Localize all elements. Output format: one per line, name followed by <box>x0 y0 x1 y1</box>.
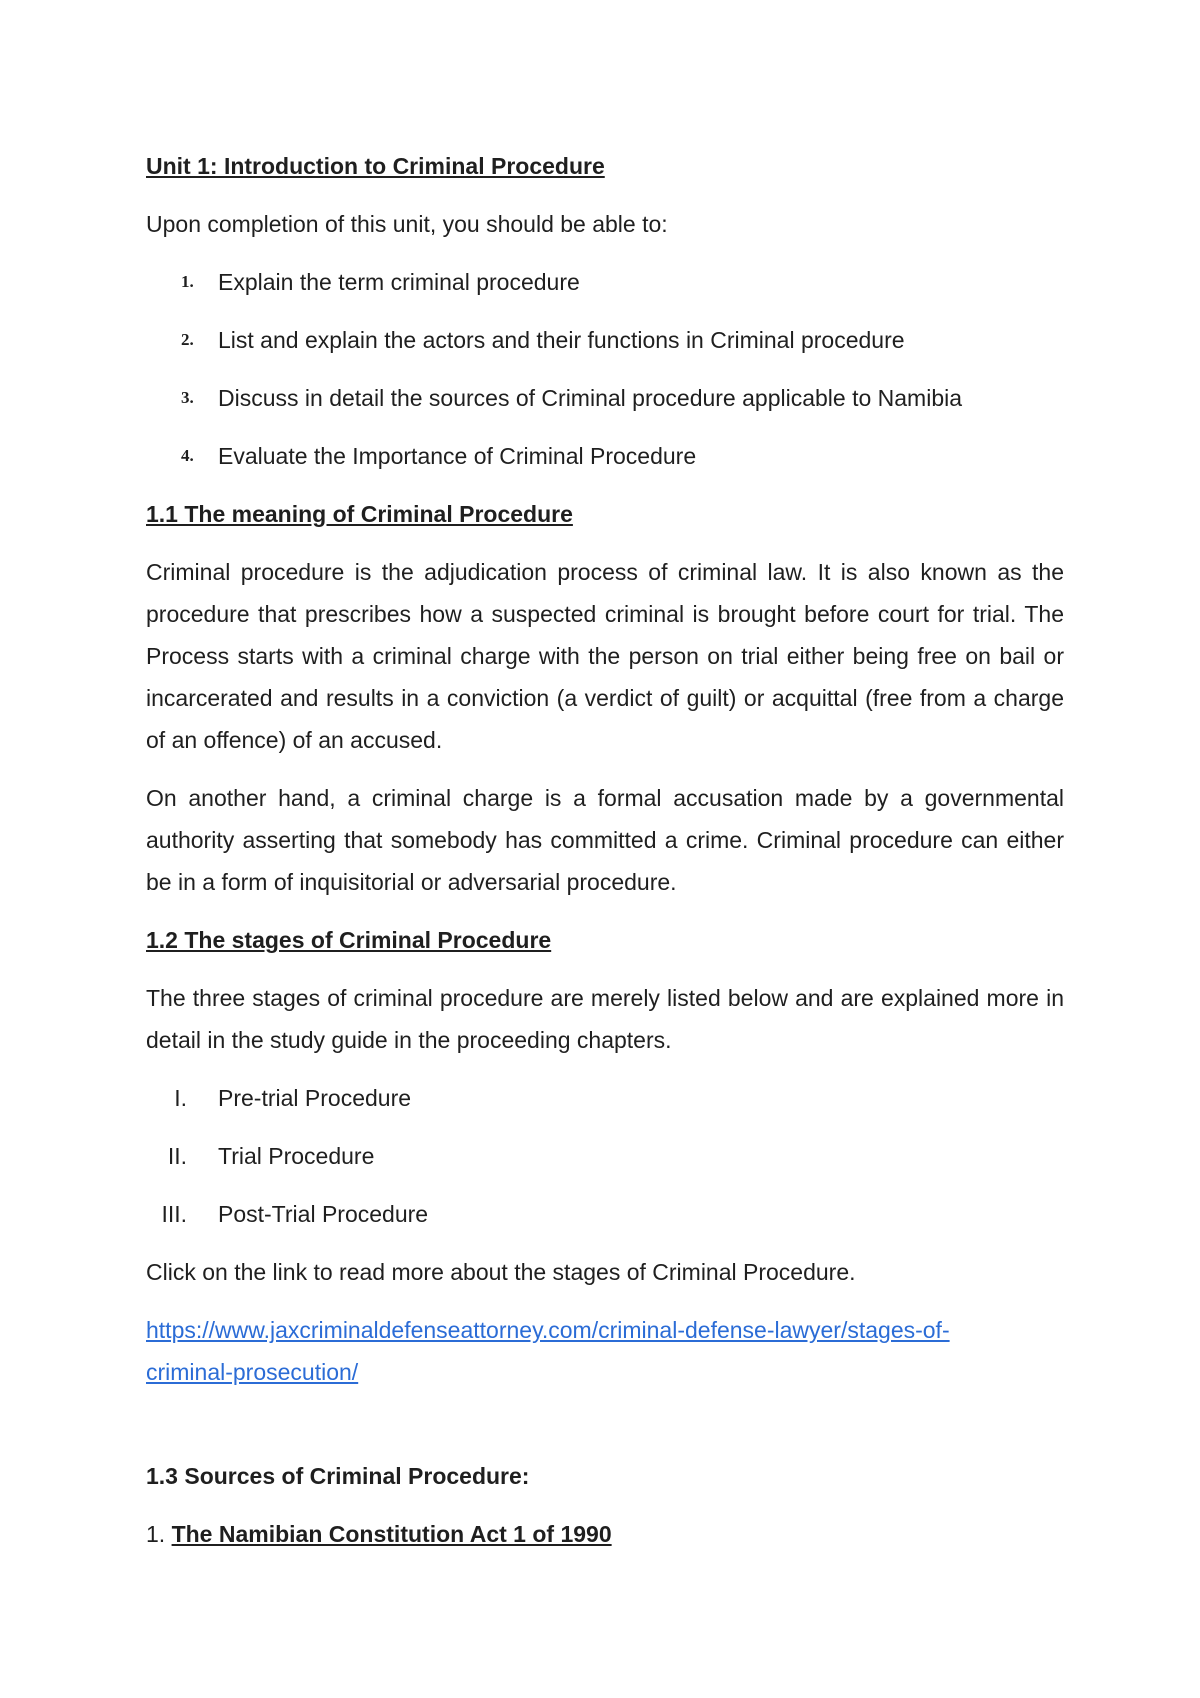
document-page <box>146 145 1064 1555</box>
stages-link-line-1[interactable]: https://www.jaxcriminaldefenseattorney.com/criminal-defense-lawyer/stages-of- <box>146 1317 950 1343</box>
stages-link[interactable] <box>146 1309 1064 1393</box>
section-1-1-heading: 1.1 The meaning of Criminal Procedure <box>146 501 573 527</box>
list-item <box>146 1077 1064 1119</box>
source-item <box>146 1513 1064 1555</box>
list-item-number: 2. <box>181 330 194 349</box>
list-item <box>146 377 1064 419</box>
unit-title: Unit 1: Introduction to Criminal Procedure <box>146 153 605 179</box>
section-1-3-heading: 1.3 Sources of Criminal Procedure: <box>146 1463 530 1489</box>
section-1-2-heading: 1.2 The stages of Criminal Procedure <box>146 927 552 953</box>
list-item-number: 4. <box>181 446 194 465</box>
list-item-number: III. <box>161 1201 187 1227</box>
list-item-text: List and explain the actors and their functions in Criminal procedure <box>218 327 905 353</box>
list-item-number: II. <box>167 1143 187 1169</box>
list-item <box>146 1135 1064 1177</box>
source-item-title: The Namibian Constitution Act 1 of 1990 <box>171 1521 612 1547</box>
list-item-number: I. <box>174 1085 187 1111</box>
list-item <box>146 435 1064 477</box>
list-item-text: Trial Procedure <box>218 1143 375 1169</box>
list-item-text: Discuss in detail the sources of Criminal procedure applicable to Namibia <box>218 385 963 411</box>
section-1-2-paragraph: The three stages of criminal procedure are merely listed below and are explained more in detail in the study guide in the proceeding chapters. <box>146 985 1064 1053</box>
stages-list <box>146 1077 1064 1235</box>
list-item-number: 1. <box>181 272 194 291</box>
link-prompt: Click on the link to read more about the stages of Criminal Procedure. <box>146 1259 856 1285</box>
list-item-text: Explain the term criminal procedure <box>218 269 580 295</box>
source-item-number: 1. <box>146 1521 166 1547</box>
list-item-text: Post-Trial Procedure <box>218 1201 429 1227</box>
objectives-list <box>146 261 1064 477</box>
list-item <box>146 1193 1064 1235</box>
list-item <box>146 319 1064 361</box>
intro-text: Upon completion of this unit, you should be able to: <box>146 211 668 237</box>
stages-link-line-2[interactable]: criminal-prosecution/ <box>146 1359 359 1385</box>
section-1-1-paragraph-2: On another hand, a criminal charge is a formal accusation made by a governmental authority asserting that somebody has committed a crime. Criminal procedure can either be in a form of inquisitorial or adversarial procedure. <box>146 785 1064 895</box>
list-item <box>146 261 1064 303</box>
list-item-number: 3. <box>181 388 194 407</box>
list-item-text: Evaluate the Importance of Criminal Procedure <box>218 443 697 469</box>
list-item-text: Pre-trial Procedure <box>218 1085 412 1111</box>
section-1-1-paragraph-1: Criminal procedure is the adjudication process of criminal law. It is also known as the procedure that prescribes how a suspected criminal is brought before court for trial. The Process starts with a criminal charge with the person on trial either being free on bail or incarcerated and results in a conviction (a verdict of guilt) or acquittal (free from a charge of an offence) of an accused. <box>146 559 1064 753</box>
